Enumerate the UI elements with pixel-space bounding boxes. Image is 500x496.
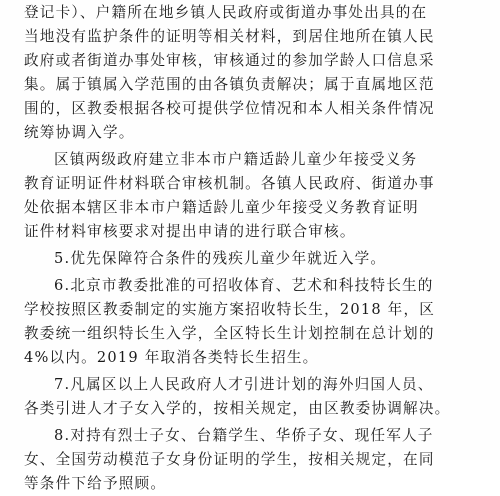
text-line: 学校按照区教委制定的实施方案招收特长生，2018 年，区 [24,301,436,318]
text-line: 7.凡属区以上人民政府人才引进计划的海外归国人员、 [54,376,434,393]
text-line: 围的，区教委根据各校可提供学位情况和本人相关条件情况 [24,100,435,117]
paragraph-joint-review [24,148,494,244]
text-line: 8.对持有烈士子女、台籍学生、华侨子女、现任军人子 [54,427,434,444]
paragraph-residence-verification [24,1,494,145]
text-line: 处依据本辖区非本市户籍适龄儿童少年接受义务教育证明 [24,199,419,216]
paragraph-item-6 [24,274,494,370]
paragraph-item-5 [24,247,494,271]
text-line: 证件材料审核要求对提出申请的进行联合审核。 [24,223,356,240]
text-line: 教委统一组织特长生入学，全区特长生计划控制在总计划的 [24,325,435,342]
text-line: 各类引进人才子女入学的，按相关规定，由区教委协调解决。 [24,400,451,417]
text-line: 区镇两级政府建立非本市户籍适龄儿童少年接受义务 [54,151,418,168]
text-line: 集。属于镇属入学范围的由各镇负责解决；属于直属地区范 [24,76,435,93]
text-line: 统筹协调入学。 [24,124,135,141]
paragraph-item-7 [24,373,494,421]
paragraph-item-8 [24,424,494,496]
text-line: 6.北京市教委批准的可招收体育、艺术和科技特长生的 [54,277,434,294]
text-line: 女、全国劳动模范子女身份证明的学生，按相关规定，在同 [24,451,435,468]
text-line: 登记卡）、户籍所在地乡镇人民政府或街道办事处出具的在 [24,4,428,21]
text-line: 等条件下给予照顾。 [24,475,167,492]
text-line: 4%以内。2019 年取消各类特长生招生。 [24,349,319,366]
text-line: 5.优先保障符合条件的残疾儿童少年就近入学。 [54,250,387,267]
text-line: 教育证明证件材料联合审核机制。各镇人民政府、街道办事 [24,175,435,192]
text-line: 政府或者街道办事处审核，审核通过的参加学龄人口信息采 [24,52,435,69]
text-line: 当地没有监护条件的证明等相关材料，到居住地所在镇人民 [24,28,435,45]
